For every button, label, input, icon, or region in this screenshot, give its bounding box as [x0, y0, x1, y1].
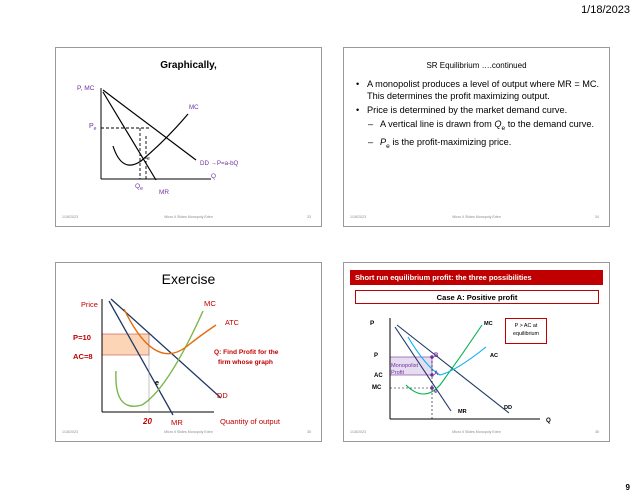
footer-number: 33 [307, 215, 311, 219]
exercise-graph [56, 263, 321, 441]
p10-label: P=10 [73, 333, 91, 342]
ac-curve-label: AC [490, 353, 499, 359]
q-axis-label: Q [546, 417, 551, 424]
page-number: 9 [625, 483, 630, 492]
atc-label: ATC [225, 318, 239, 327]
slide-body [356, 78, 601, 154]
footer-number: 36 [595, 430, 599, 434]
mc-curve-label: MC [484, 321, 493, 327]
mr-curve-label: MR [458, 409, 467, 415]
slide-title: SR Equilibrium ….continued [426, 61, 527, 70]
slide-banner: Short run equilibrium profit: the three possibilities [350, 270, 603, 285]
footer-number: 35 [307, 430, 311, 434]
slide-footer [344, 430, 609, 438]
slide-exercise[interactable] [55, 262, 322, 442]
slide-title: Exercise [161, 271, 216, 287]
point-a-label: A [434, 371, 439, 377]
bullet-2: • Price is determined by the market demand curve. [356, 105, 568, 115]
point-e-label: e [434, 389, 438, 395]
slide-title: Graphically, [160, 60, 217, 71]
qe-label: $Q_e$ [135, 183, 143, 192]
mc-label: MC [204, 299, 216, 308]
slide-short-run-profit[interactable] [343, 262, 610, 442]
slide-graphically[interactable] [55, 47, 322, 227]
mr-label: MR [159, 189, 169, 196]
footer-date: 1/18/2023 [62, 430, 78, 434]
header-date: 1/18/2023 [581, 4, 630, 16]
mc-axis-label: MC [372, 385, 382, 391]
footer-center: Micro II Slides Monopoly Eden [452, 215, 501, 219]
sub-bullet-1: – A vertical line is drawn from $Q_e$ to the demand curve. [368, 119, 595, 132]
mc-label: MC [189, 104, 199, 111]
monopoly-graph [56, 48, 321, 226]
slide-footer [56, 430, 321, 438]
demand-curve [103, 90, 196, 160]
footer-number: 34 [595, 215, 599, 219]
dd-label: DD [217, 391, 228, 400]
mr-curve [109, 301, 173, 415]
p-axis-label: P [370, 320, 375, 327]
equilibrium-note-box: P > AC at equilibrium [505, 318, 547, 344]
point-b-label: B [434, 353, 439, 359]
slide-sr-equilibrium[interactable] [343, 47, 610, 227]
bullet-1: • A monopolist produces a level of output where MR = MC. This determines the profit maximizing output. [356, 79, 600, 101]
footer-center: Micro II Slides Monopoly Eden [164, 430, 213, 434]
ac8-label: AC=8 [73, 352, 93, 361]
p-label: P [374, 353, 379, 359]
mr-curve [103, 92, 156, 180]
case-title: Case A: Positive profit [355, 290, 599, 304]
slide-footer [344, 215, 609, 223]
equilibrium-e-label: e [147, 156, 150, 162]
q20-label: 20 [143, 417, 152, 426]
footer-date: 1/18/2023 [62, 215, 78, 219]
sub-bullet-2: – $P_e$ is the profit-maximizing price. [368, 136, 512, 150]
footer-center: Micro II Slides Monopoly Eden [164, 215, 213, 219]
mr-label: MR [171, 418, 183, 427]
profit-graph [344, 263, 609, 441]
equilibrium-e-label: e [155, 378, 159, 387]
price-axis-label: Price [81, 300, 98, 309]
q-axis-label: Q [211, 173, 216, 180]
footer-date: 1/18/2023 [350, 215, 366, 219]
dd-label: DD →P=a-bQ [200, 160, 239, 167]
profit-label: Profit [391, 370, 405, 376]
dd-curve-label: DD [504, 405, 513, 411]
monopolist-label: Monopolist [391, 363, 419, 369]
footer-center: Micro II Slides Monopoly Eden [452, 430, 501, 434]
question-line-2: firm whose graph [218, 359, 273, 366]
question-line-1: Q: Find Profit for the [214, 349, 279, 356]
pe-label: $P_e$ [89, 123, 97, 132]
mc-curve [113, 114, 188, 165]
ac-label: AC [374, 373, 383, 379]
quantity-axis-label: Quantity of output [220, 417, 280, 426]
slide-footer [56, 215, 321, 223]
footer-date: 1/18/2023 [350, 430, 366, 434]
p-mc-axis-label: P, MC [77, 85, 95, 92]
